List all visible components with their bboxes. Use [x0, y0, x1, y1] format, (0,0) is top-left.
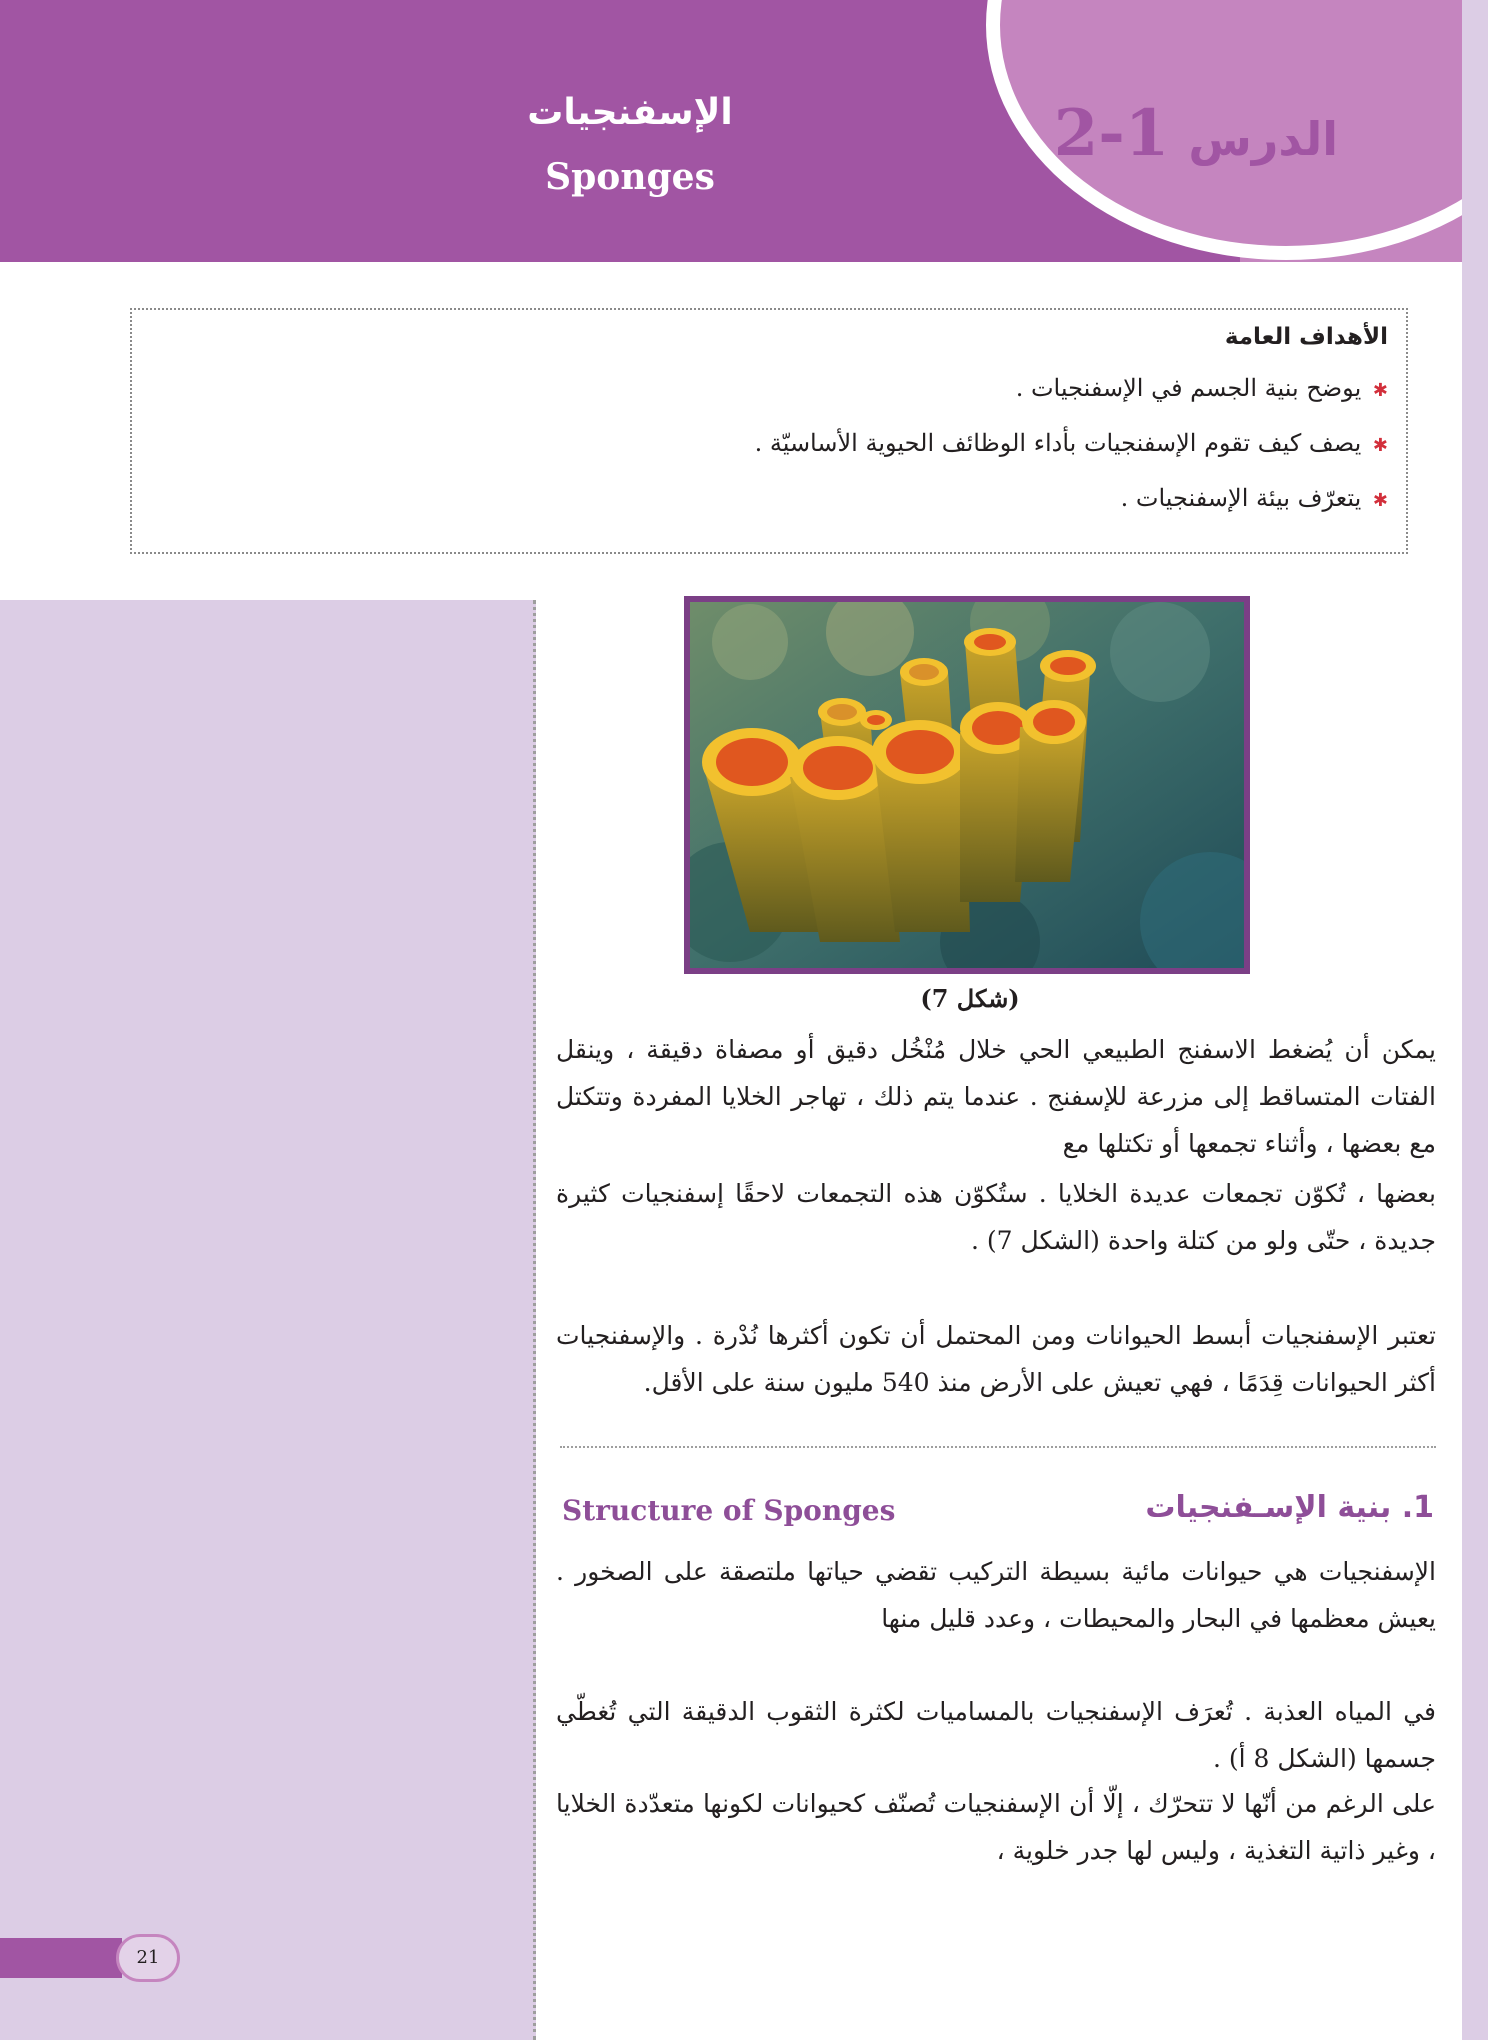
- page-number: 21: [116, 1934, 180, 1982]
- figure-caption: (شكل 7): [920, 984, 1020, 1013]
- sponge-photo: [684, 596, 1250, 974]
- objective-item: [132, 417, 1388, 472]
- body-paragraph: في المياه العذبة . تُعرَف الإسفنجيات بالمساميات لكثرة الثقوب الدقيقة التي تُغطّي جسمها (الشكل 8 أ) .: [556, 1697, 1436, 1773]
- body-paragraph: الإسفنجيات هي حيوانات مائية بسيطة التركيب تقضي حياتها ملتصقة على الصخور . يعيش معظمها في البحار والمحيطات ، وعدد قليل منها: [556, 1557, 1436, 1633]
- page-title-english: Sponges: [545, 156, 715, 198]
- objectives-heading: الأهداف العامة: [1224, 324, 1388, 350]
- page-title-arabic: الإسفنجيات: [527, 92, 733, 133]
- section-heading-english: Structure of Sponges: [562, 1494, 896, 1527]
- body-paragraph: على الرغم من أنّها لا تتحرّك ، إلّا أن الإسفنجيات تُصنّف كحيوانات لكونها متعدّدة الخلايا ، وغير ذاتية التغذية ، وليس لها جدر خلوية ،: [556, 1789, 1436, 1865]
- side-margin-panel: [0, 600, 536, 2040]
- body-paragraph: يمكن أن يُضغط الاسفنج الطبيعي الحي خلال مُنْخُل دقيق أو مصفاة دقيقة ، وينقل الفتات المتساقط إلى مزرعة للإسفنج . عندما يتم ذلك ، تهاجر الخلايا المفردة وتتكتل مع بعضها ، وأثناء تجمعها أو تكتلها مع: [556, 1035, 1436, 1158]
- page-edge-strip: [1462, 0, 1488, 2040]
- body-paragraph: تعتبر الإسفنجيات أبسط الحيوانات ومن المحتمل أن تكون أكثرها نُدْرة . والإسفنجيات أكثر الحيوانات قِدَمًا ، فهي تعيش على الأرض منذ 540 مليون سنة على الأقل.: [556, 1321, 1436, 1397]
- body-paragraph: بعضها ، تُكوّن تجمعات عديدة الخلايا . ستُكوّن هذه التجمعات لاحقًا إسفنجيات كثيرة جديدة ، حتّى ولو من كتلة واحدة (الشكل 7) .: [556, 1179, 1436, 1255]
- objective-item: [132, 362, 1388, 417]
- section-divider: [560, 1446, 1436, 1448]
- lesson-word: الدرس: [1188, 112, 1338, 166]
- objective-text: يصف كيف تقوم الإسفنجيات بأداء الوظائف الحيوية الأساسيّة .: [754, 429, 1362, 457]
- asterisk-bullet-icon: ✱: [1372, 435, 1388, 456]
- objective-text: يتعرّف بيئة الإسفنجيات .: [1120, 484, 1362, 512]
- objective-text: يوضح بنية الجسم في الإسفنجيات .: [1015, 374, 1362, 402]
- section-heading-arabic: 1. بنية الإسـفنجيات: [1145, 1490, 1434, 1525]
- lesson-number: 2-1: [1053, 96, 1170, 171]
- objectives-box: [130, 308, 1408, 554]
- asterisk-bullet-icon: ✱: [1372, 380, 1388, 401]
- sponge-illustration: [690, 602, 1244, 968]
- asterisk-bullet-icon: ✱: [1372, 490, 1388, 511]
- page-number-tab: [0, 1938, 122, 1978]
- objective-item: [132, 472, 1388, 527]
- lesson-label: [1054, 96, 1338, 171]
